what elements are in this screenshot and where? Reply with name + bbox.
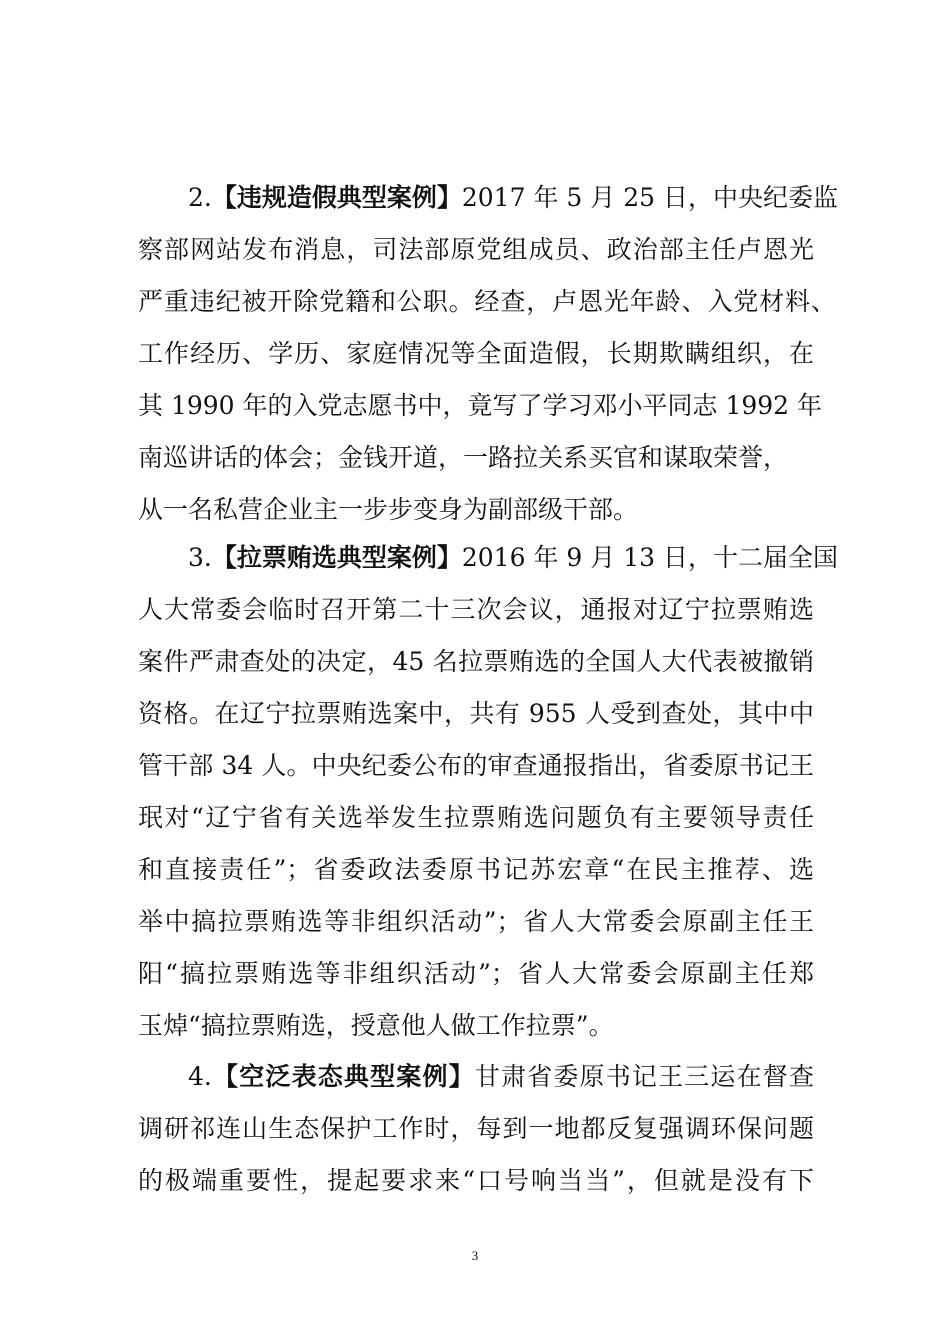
- paragraph-line: 玉焯“搞拉票贿选，授意他人做工作拉票”。: [138, 1011, 614, 1040]
- paragraph-line: 案件严肃查处的决定，45 名拉票贿选的全国人大代表被撤销: [138, 647, 814, 676]
- paragraph-line: 其 1990 年的入党志愿书中，竟写了学习邓小平同志 1992 年: [138, 391, 823, 420]
- paragraph-line: 资格。在辽宁拉票贿选案中，共有 955 人受到查处，其中中: [138, 699, 814, 728]
- paragraph-line: 和直接责任”；省委政法委原书记苏宏章“在民主推荐、选: [138, 855, 814, 884]
- paragraph-line: 2.【违规造假典型案例】2017 年 5 月 25 日，中央纪委监: [188, 183, 838, 212]
- case-heading: 【空泛表态典型案例】: [211, 1062, 475, 1091]
- paragraph-line: 严重违纪被开除党籍和公职。经查，卢恩光年龄、入党材料、: [138, 287, 836, 316]
- paragraph-line: 举中搞拉票贿选等非组织活动”；省人大常委会原副主任王: [138, 907, 814, 936]
- paragraph-line: 4.【空泛表态典型案例】甘肃省委原书记王三运在督查: [188, 1062, 814, 1091]
- case-heading: 【违规造假典型案例】: [211, 183, 462, 212]
- paragraph-line: 调研祁连山生态保护工作时，每到一地都反复强调环保问题: [138, 1114, 814, 1143]
- paragraph-line: 珉对“辽宁省有关选举发生拉票贿选问题负有主要领导责任: [138, 803, 814, 832]
- paragraph-line: 工作经历、学历、家庭情况等全面造假，长期欺瞒组织，在: [138, 339, 814, 368]
- case-heading: 【拉票贿选典型案例】: [211, 543, 462, 572]
- paragraph-line: 从一名私营企业主一步步变身为副部级干部。: [138, 495, 639, 524]
- paragraph-line: 的极端重要性，提起要求来“口号响当当”，但就是没有下: [138, 1166, 814, 1195]
- paragraph-line: 3.【拉票贿选典型案例】2016 年 9 月 13 日，十二届全国: [188, 543, 838, 572]
- paragraph-line: 管干部 34 人。中央纪委公布的审查通报指出，省委原书记王: [138, 751, 814, 780]
- paragraph-line: 阳“搞拉票贿选等非组织活动”；省人大常委会原副主任郑: [138, 959, 814, 988]
- paragraph-line: 人大常委会临时召开第二十三次会议，通报对辽宁拉票贿选: [138, 595, 814, 624]
- paragraph-line: 南巡讲话的体会；金钱开道，一路拉关系买官和谋取荣誉，: [138, 443, 789, 472]
- page-number: 3: [471, 1248, 479, 1263]
- paragraph-line: 察部网站发布消息，司法部原党组成员、政治部主任卢恩光: [138, 235, 814, 264]
